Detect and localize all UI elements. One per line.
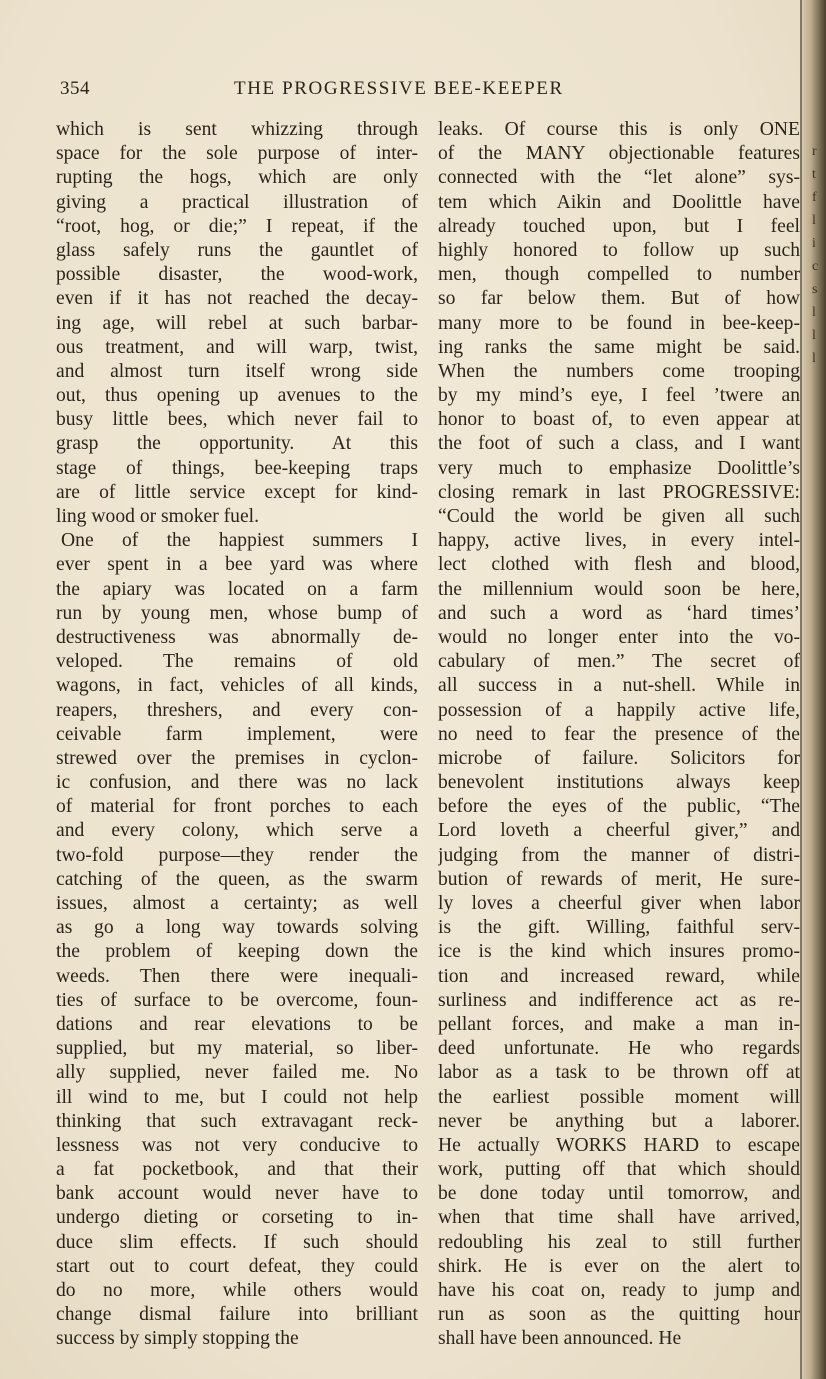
text-line: closing remark in last PROGRESSIVE:	[438, 481, 800, 503]
text-line: ice is the kind which insures promo-	[438, 941, 800, 963]
text-line: never be anything but a laborer.	[438, 1110, 800, 1132]
text-line: connected with the “let alone” sys-	[438, 167, 800, 189]
text-line: He actually WORKS HARD to escape	[438, 1134, 800, 1156]
text-line: is the gift. Willing, faithful serv-	[438, 917, 800, 939]
text-line: tem which Aikin and Doolittle have	[438, 191, 800, 213]
page-number: 354	[60, 78, 90, 99]
text-line: ly loves a cheerful giver when labor	[438, 893, 800, 914]
text-line: Lord loveth a cheerful giver,” and	[438, 820, 800, 842]
text-line: start out to court defeat, they could	[56, 1255, 418, 1277]
text-line: “root, hog, or die;” I repeat, if the	[56, 215, 418, 237]
text-line: undergo dieting or corseting to in-	[56, 1207, 418, 1229]
text-line: shall have been announced. He	[438, 1328, 682, 1350]
text-line: and almost turn itself wrong side	[56, 360, 418, 382]
margin-fragment: r	[812, 144, 817, 159]
text-line: space for the sole purpose of inter-	[56, 143, 418, 165]
text-line: change dismal failure into brilliant	[56, 1304, 418, 1326]
text-line: already touched upon, but I feel	[438, 215, 800, 237]
text-line: destructiveness was abnormally de-	[56, 626, 418, 648]
text-line: lect clothed with flesh and blood,	[438, 554, 800, 576]
text-line: stage of things, bee-keeping traps	[56, 457, 418, 479]
text-line: a fat pocketbook, and that their	[56, 1159, 418, 1181]
text-line: possession of a happily active life,	[438, 699, 800, 721]
text-line: men, though compelled to number	[438, 264, 800, 286]
text-line: wagons, in fact, vehicles of all kinds,	[56, 675, 418, 697]
text-line: When the numbers come trooping	[438, 360, 800, 382]
text-line: surliness and indifference act as re-	[438, 989, 800, 1011]
text-line: by my mind’s eye, I feel ’twere an	[438, 385, 800, 407]
text-line: very much to emphasize Doolittle’s	[438, 457, 800, 479]
text-line: ever spent in a bee yard was where	[56, 554, 418, 576]
text-line: ing age, will rebel at such barbar-	[56, 312, 418, 334]
text-line: labor as a task to be thrown off at	[438, 1062, 800, 1084]
text-line: pellant forces, and make a man in-	[438, 1013, 800, 1035]
text-line: leaks. Of course this is only ONE	[438, 119, 800, 140]
text-line: strewed over the premises in cyclon-	[56, 747, 418, 769]
text-line: issues, almost a certainty; as well	[56, 893, 418, 914]
facing-page-edge	[800, 0, 802, 1379]
text-line: bution of rewards of merit, He sure-	[438, 868, 800, 890]
text-line: no need to fear the presence of the	[438, 723, 800, 745]
text-line: cabulary of men.” The secret of	[438, 651, 800, 673]
text-line: be done today until tomorrow, and	[438, 1183, 800, 1205]
left-column	[56, 118, 418, 1352]
text-line: duce slim effects. If such should	[56, 1231, 418, 1253]
text-line: possible disaster, the wood-work,	[56, 264, 418, 286]
right-column	[438, 118, 800, 1352]
margin-fragment: l	[812, 328, 816, 343]
margin-fragment: l	[812, 305, 816, 320]
text-line: do no more, while others would	[56, 1280, 418, 1301]
text-line: weeds. Then there were inequali-	[56, 965, 418, 987]
text-line: grasp the opportunity. At this	[56, 433, 418, 455]
text-line: success by simply stopping the	[56, 1328, 299, 1350]
text-line: giving a practical illustration of	[56, 191, 418, 213]
text-line: One of the happiest summers I	[61, 530, 418, 552]
text-line: the millennium would soon be here,	[438, 578, 800, 600]
text-line: highly honored to follow up such	[438, 239, 800, 261]
text-line: thinking that such extravagant reck-	[56, 1110, 418, 1132]
text-line: so far below them. But of how	[438, 288, 800, 310]
text-line: the earliest possible moment will	[438, 1086, 800, 1108]
margin-fragment: s	[812, 282, 818, 297]
text-line: honor to boast of, to even appear at	[438, 409, 800, 431]
margin-fragment: t	[812, 167, 816, 182]
text-line: deed unfortunate. He who regards	[438, 1038, 800, 1060]
text-line: the problem of keeping down the	[56, 941, 418, 963]
text-line: busy little bees, which never fail to	[56, 409, 418, 431]
text-line: judging from the manner of distri-	[438, 844, 800, 866]
text-line: ous treatment, and will warp, twist,	[56, 336, 418, 358]
margin-fragment: c	[812, 259, 819, 274]
margin-fragment: l	[812, 351, 816, 366]
text-line: redoubling his zeal to still further	[438, 1231, 800, 1253]
text-line: ing ranks the same might be said.	[438, 336, 800, 358]
running-title: THE PROGRESSIVE BEE-KEEPER	[234, 78, 564, 99]
text-line: ceivable farm implement, were	[56, 723, 418, 745]
text-line: ally supplied, never failed me. No	[56, 1062, 418, 1084]
text-line: lessness was not very conducive to	[56, 1134, 418, 1156]
text-line: all success in a nut-shell. While in	[438, 675, 800, 697]
text-line: of material for front porches to each	[56, 796, 418, 818]
text-line: happy, active lives, in every intel-	[438, 530, 800, 552]
text-line: benevolent institutions always keep	[438, 772, 800, 794]
text-line: as go a long way towards solving	[56, 917, 418, 939]
text-line: ling wood or smoker fuel.	[56, 506, 259, 527]
text-line: work, putting off that which should	[438, 1159, 800, 1181]
text-line: rupting the hogs, which are only	[56, 167, 418, 189]
text-line: tion and increased reward, while	[438, 965, 800, 987]
text-line: veloped. The remains of old	[56, 651, 418, 673]
text-line: run as soon as the quitting hour	[438, 1304, 800, 1326]
text-line: dations and rear elevations to be	[56, 1013, 418, 1035]
margin-fragment: i	[812, 236, 816, 251]
text-line: the apiary was located on a farm	[56, 578, 418, 600]
text-line: before the eyes of the public, “The	[438, 796, 800, 818]
text-line: bank account would never have to	[56, 1183, 418, 1205]
text-line: supplied, but my material, so liber-	[56, 1038, 418, 1060]
margin-fragment: f	[812, 190, 817, 205]
text-line: out, thus opening up avenues to the	[56, 385, 418, 407]
text-line: would no longer enter into the vo-	[438, 626, 800, 648]
text-line: ill wind to me, but I could not help	[56, 1086, 418, 1108]
text-line: the foot of such a class, and I want	[438, 433, 800, 455]
text-line: glass safely runs the gauntlet of	[56, 239, 418, 261]
facing-page-margin-text	[812, 140, 824, 370]
text-line: ties of surface to be overcome, foun-	[56, 989, 418, 1011]
text-line: run by young men, whose bump of	[56, 602, 418, 624]
page-header	[60, 78, 800, 102]
text-line: two-fold purpose—they render the	[56, 844, 418, 866]
text-line: have his coat on, ready to jump and	[438, 1280, 800, 1301]
text-line: and every colony, which serve a	[56, 820, 418, 842]
text-line: shirk. He is ever on the alert to	[438, 1255, 800, 1277]
text-line: even if it has not reached the decay-	[56, 288, 418, 310]
text-line: ic confusion, and there was no lack	[56, 772, 418, 794]
text-line: “Could the world be given all such	[438, 506, 800, 527]
text-line: when that time shall have arrived,	[438, 1207, 800, 1229]
margin-fragment: l	[812, 213, 816, 228]
text-line: microbe of failure. Solicitors for	[438, 747, 800, 769]
text-line: which is sent whizzing through	[56, 119, 418, 140]
text-line: are of little service except for kind-	[56, 481, 418, 503]
text-line: and such a word as ‘hard times’	[438, 602, 800, 624]
text-line: many more to be found in bee-keep-	[438, 312, 800, 334]
text-line: reapers, threshers, and every con-	[56, 699, 418, 721]
text-line: of the MANY objectionable features	[438, 143, 800, 165]
text-line: catching of the queen, as the swarm	[56, 868, 418, 890]
